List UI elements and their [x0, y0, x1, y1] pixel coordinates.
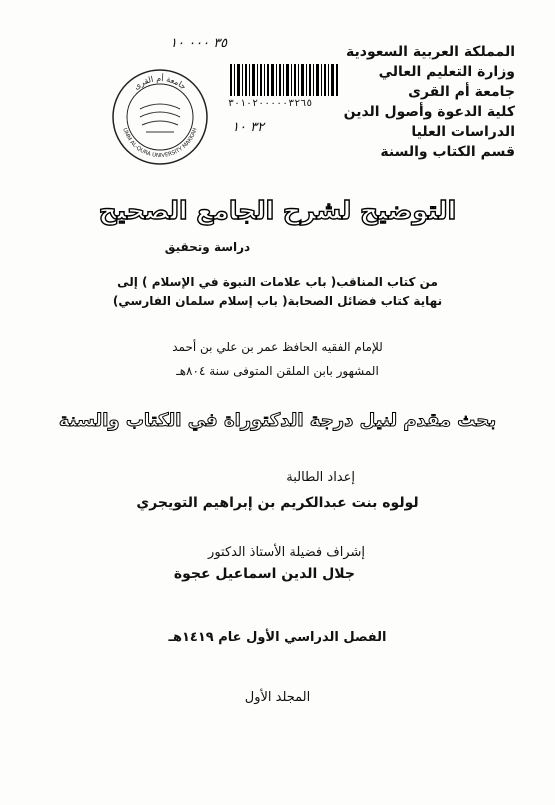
- thesis-subtitle: دراسة وتحقيق: [164, 240, 251, 254]
- semester-line: الفصل الدراسي الأول عام ١٤١٩هـ: [168, 630, 387, 645]
- stamp-lower-text: UMM AL-QURA UNIVERSITY MAKKAH: [121, 127, 199, 160]
- supervisor-name: جلال الدين اسماعيل عجوة: [173, 566, 355, 582]
- handwritten-accession-number: ٣٥ ٠٠٠ ١٠: [170, 36, 228, 51]
- thesis-subtitle-wrapper: [0, 236, 555, 255]
- header-line: الدراسات العليا: [411, 124, 515, 140]
- barcode-number: ٣٠١٠٢٠٠٠٠٠٣٢٦٥: [228, 98, 313, 109]
- university-stamp-icon: [110, 67, 210, 167]
- degree-statement: بحث مقدم لنيل درجة الدكتوراة في الكتاب والسنة: [58, 410, 497, 431]
- author-line-2: المشهور بابن الملقن المتوفى سنة ٨٠٤هـ: [176, 364, 379, 378]
- student-label: إعداد الطالبة: [286, 470, 355, 485]
- svg-text:جامعة أم القرى: [132, 73, 188, 91]
- header-line: قسم الكتاب والسنة: [380, 144, 515, 160]
- header-line: جامعة أم القرى: [408, 84, 515, 100]
- student-name: لولوه بنت عبدالكريم بن إبراهيم التويجري: [136, 495, 419, 511]
- header-line: كلية الدعوة وأصول الدين: [343, 104, 515, 120]
- header-line: وزارة التعليم العالي: [378, 64, 515, 80]
- stamp-upper-text: جامعة أم القرى: [132, 73, 188, 92]
- thesis-title: التوضيح لشرح الجامع الصحيح: [98, 196, 457, 225]
- handwritten-side-number: ٣٢ ١٠: [232, 120, 265, 135]
- scope-line-2: نهاية كتاب فضائل الصحابة( باب إسلام سلمان الفارسي): [112, 294, 443, 308]
- institution-header: [344, 42, 515, 162]
- supervisor-label: إشراف فضيلة الأستاذ الدكتور: [208, 545, 365, 560]
- header-line: المملكة العربية السعودية: [346, 44, 515, 60]
- volume-label: المجلد الأول: [244, 690, 311, 705]
- barcode-icon: [230, 64, 340, 96]
- scope-line-1: من كتاب المناقب( باب علامات النبوة في الإسلام ) إلى: [117, 275, 438, 289]
- author-line-1: للإمام الفقيه الحافظ عمر بن علي بن أحمد: [172, 340, 383, 354]
